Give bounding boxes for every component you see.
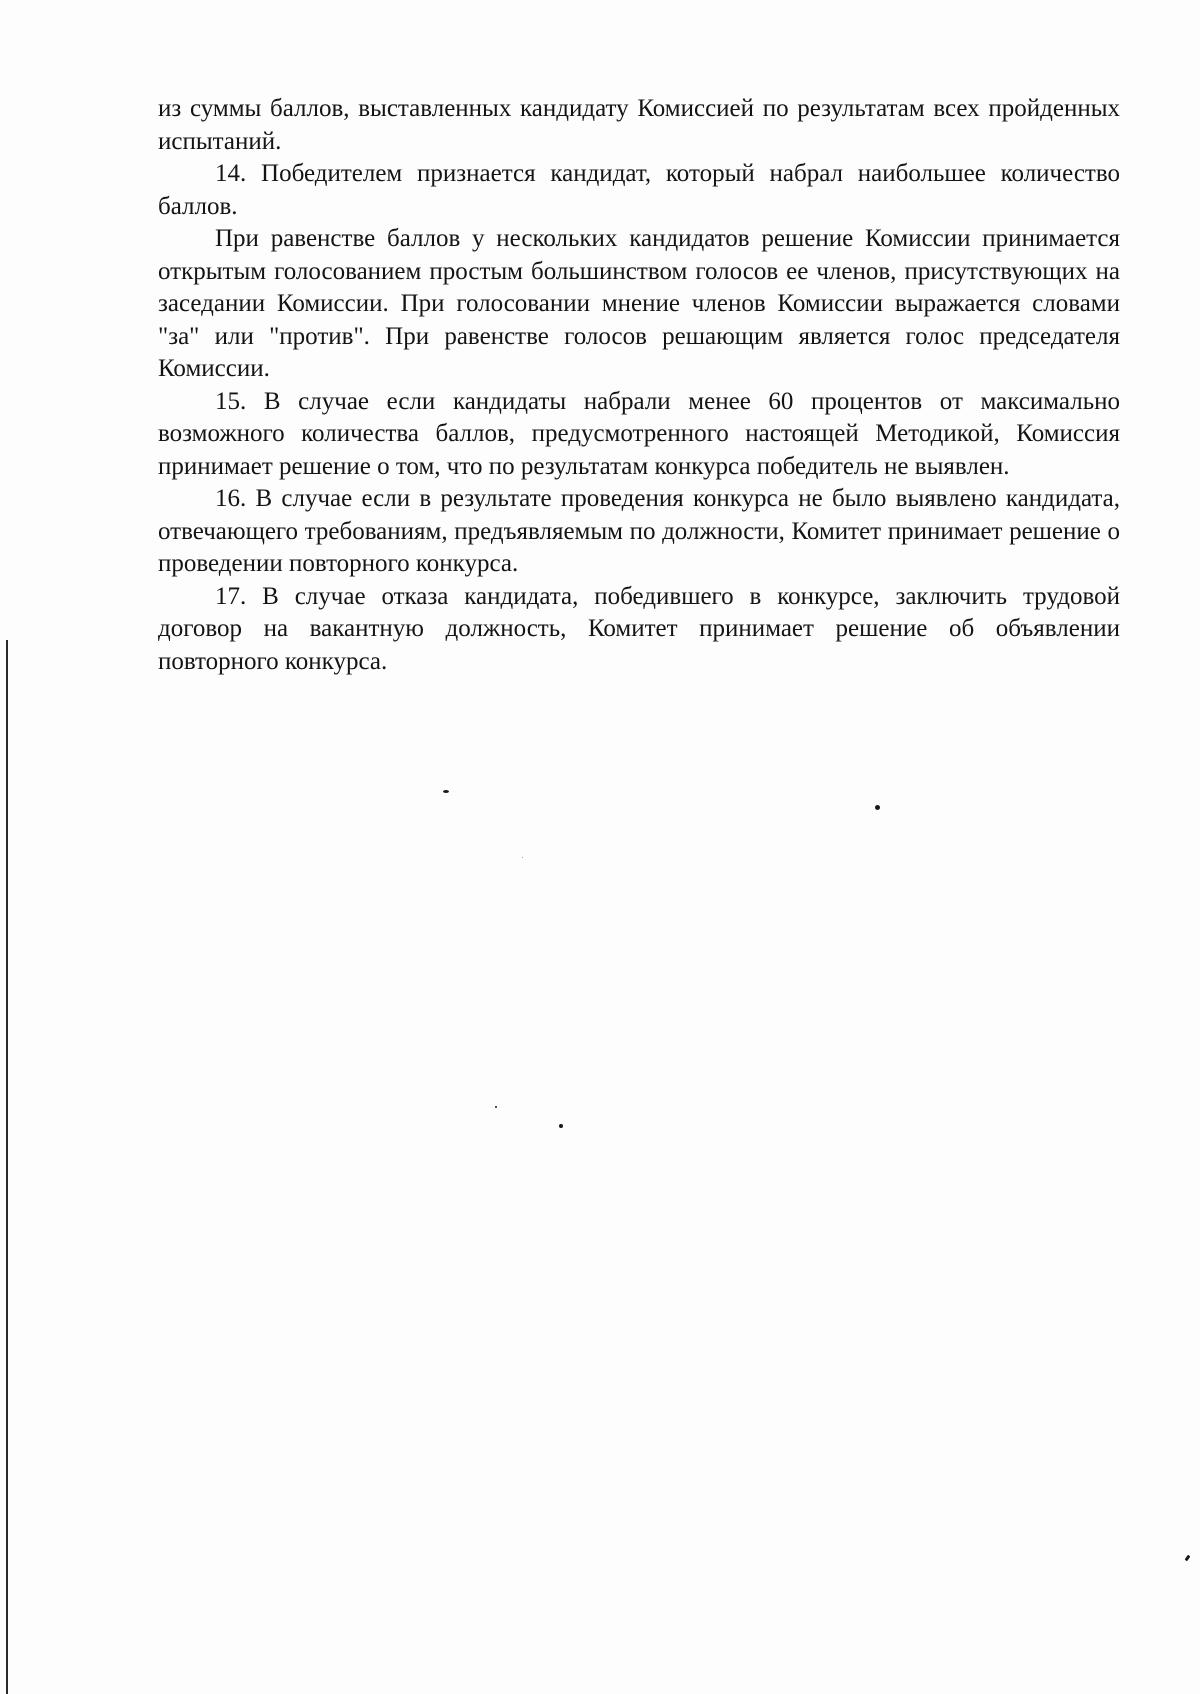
paragraph-17: 17. В случае отказа кандидата, победившего в конкурсе, заключить трудовой договор на вакантную должность, Комитет принимает решение об объявлении повторного конкурса. xyxy=(158,582,1120,675)
paragraph-15: 15. В случае если кандидаты набрали менее 60 процентов от максимально возможного количества баллов, предусмотренного настоящей Методикой, Комиссия принимает решение о том, что по результатам конкурса победитель не выявлен. xyxy=(158,387,1120,480)
scan-edge-line xyxy=(6,640,8,1694)
scan-speck xyxy=(443,790,449,793)
paragraph-14: 14. Победителем признается кандидат, который набрал наибольшее количество баллов. xyxy=(158,160,1120,220)
scan-speck xyxy=(495,1106,497,1108)
paragraph-tie-vote: При равенстве баллов у нескольких кандидатов решение Комиссии принимается открытым голосованием простым большинством голосов ее членов, присутствующих на заседании Комиссии. При голосовании мнение членов Комиссии выражается словами "за" или "против". При равенстве голосов решающим является голос председателя Комиссии. xyxy=(158,225,1120,382)
paragraph-continuation: из суммы баллов, выставленных кандидату Комиссией по результатам всех пройденных испытаний. xyxy=(158,95,1120,155)
scan-speck xyxy=(559,1124,563,1128)
document-body xyxy=(158,93,1120,678)
scan-speck xyxy=(1185,1555,1191,1562)
scan-speck xyxy=(875,805,880,810)
scan-speck xyxy=(522,857,523,858)
paragraph-16: 16. В случае если в результате проведения конкурса не было выявлено кандидата, отвечающего требованиям, предъявляемым по должности, Комитет принимает решение о проведении повторного конкурса. xyxy=(158,485,1120,577)
